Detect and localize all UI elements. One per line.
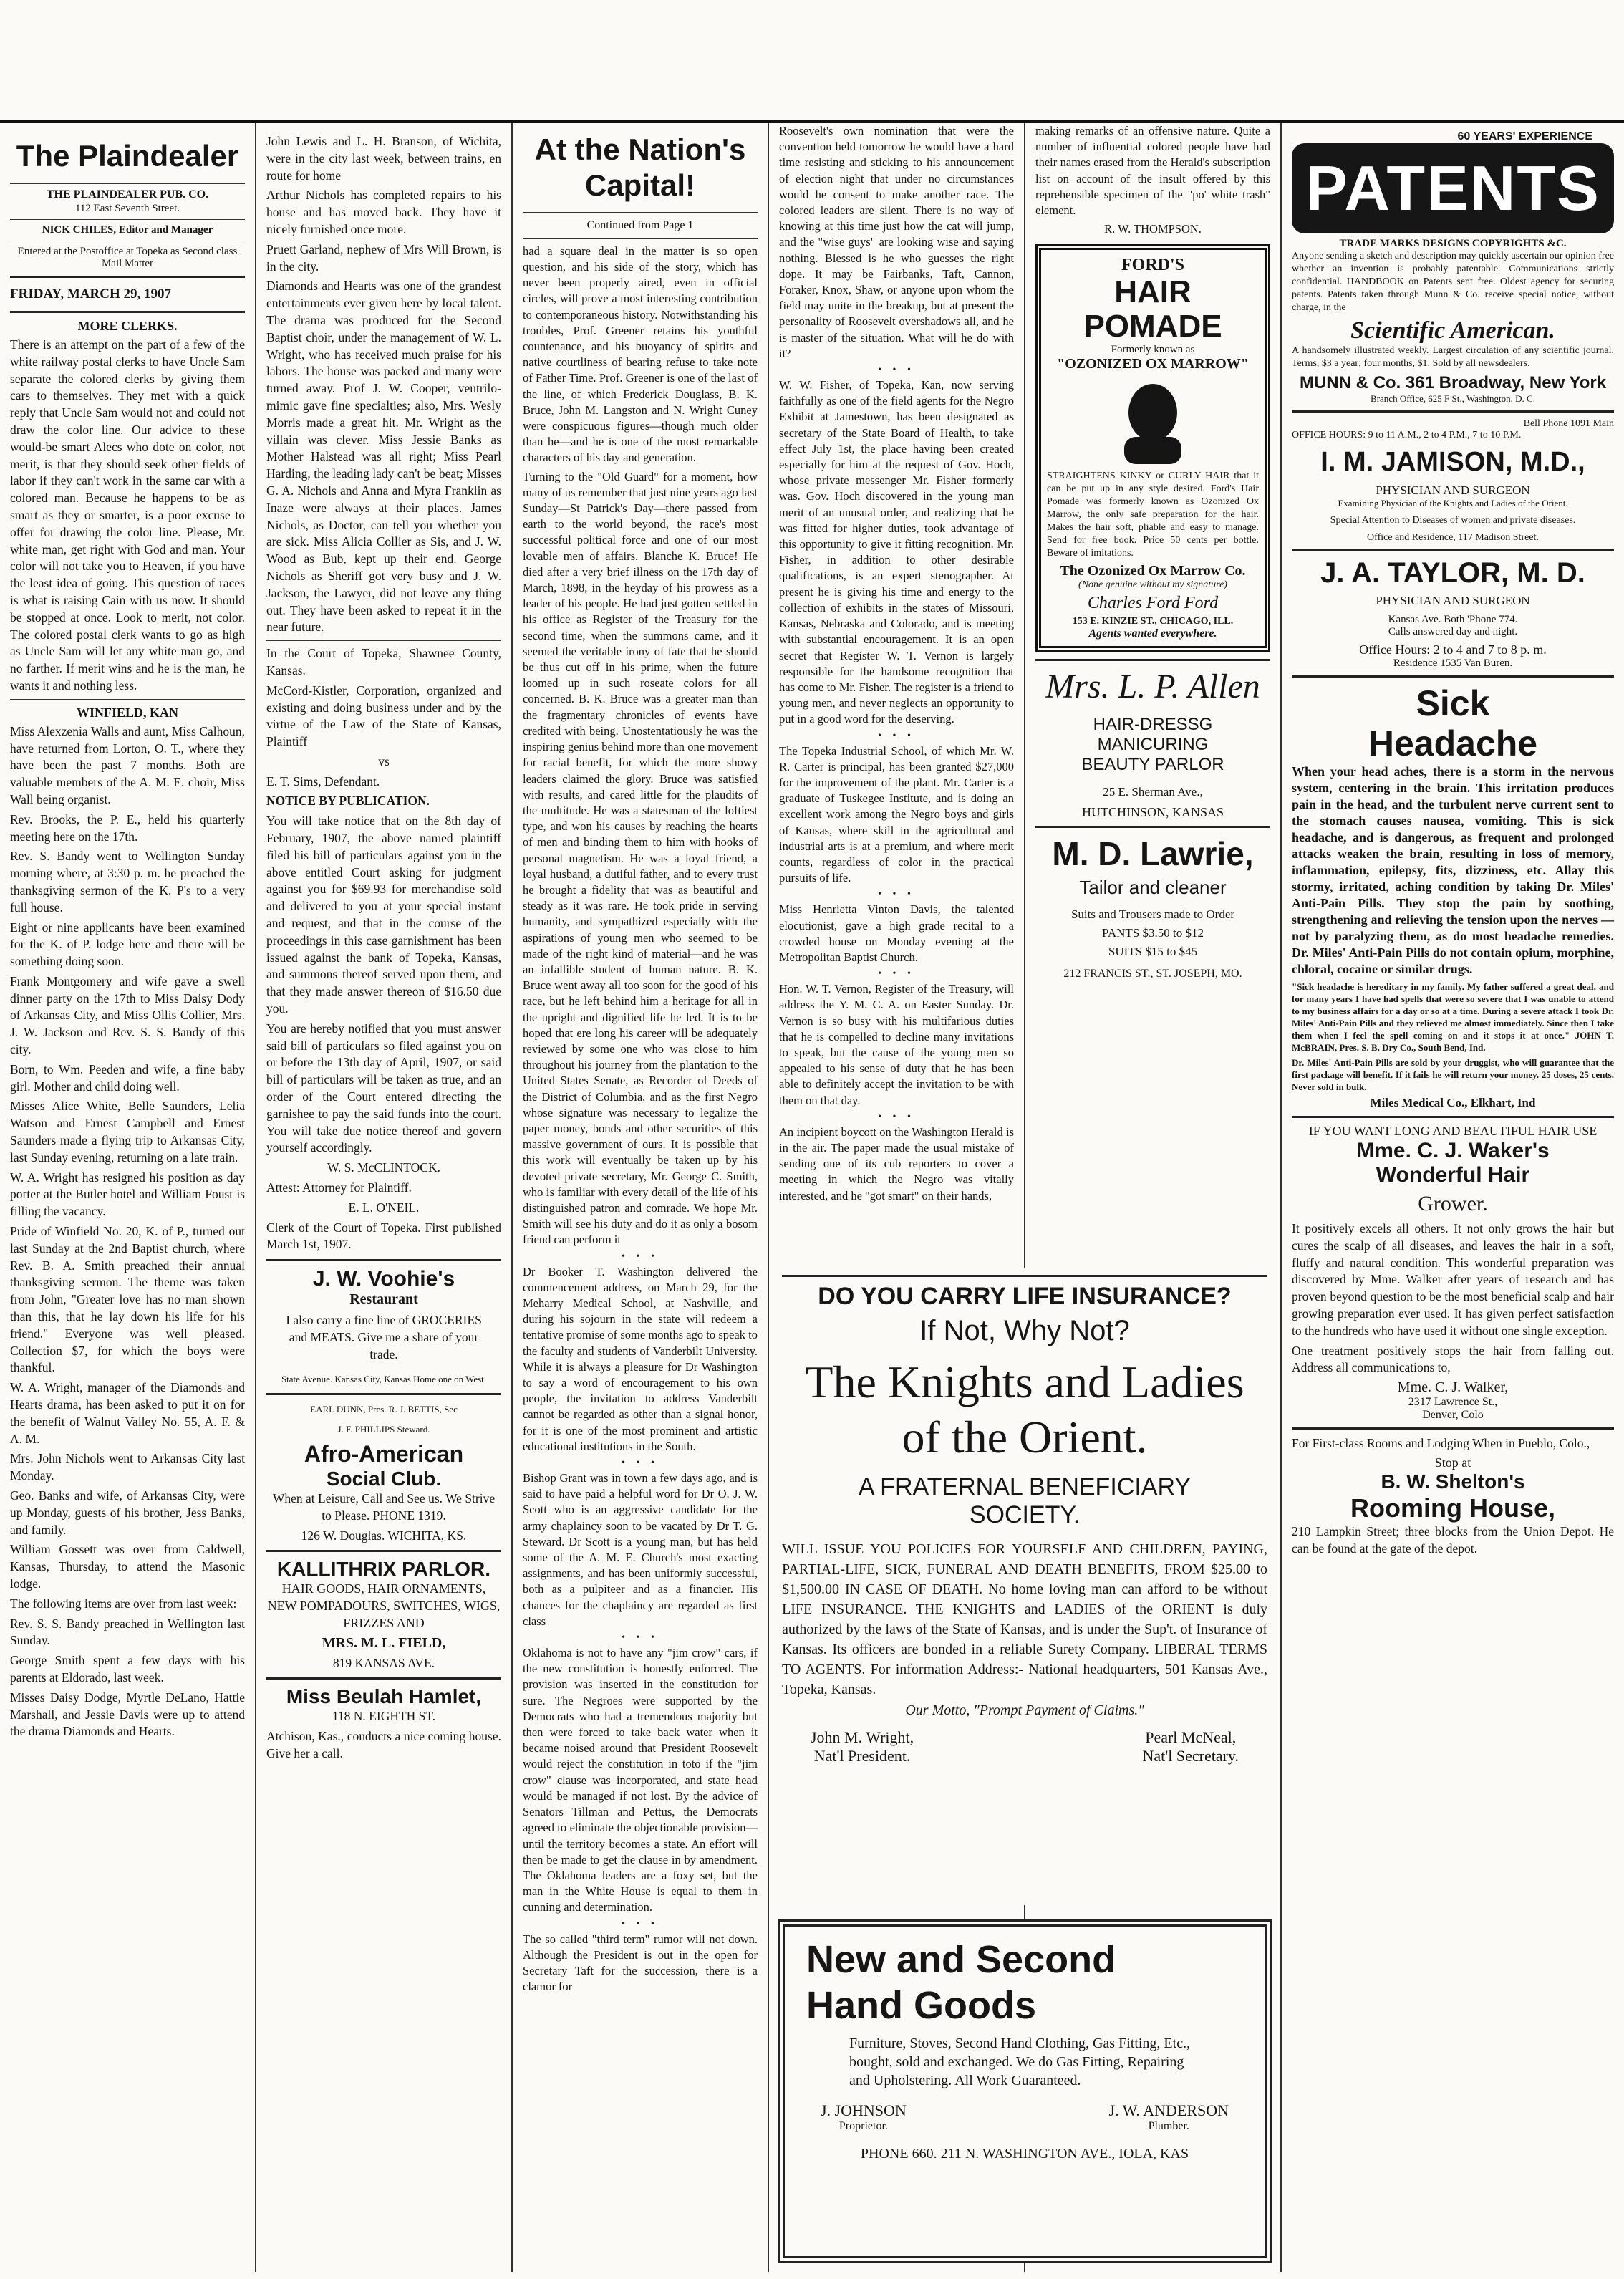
knights-title-2: of the Orient. (902, 1412, 1148, 1463)
taylor-residence: Residence 1535 Van Buren. (1393, 657, 1513, 669)
hamlet-ad (266, 1685, 501, 1762)
knights-title: The Knights and Ladies (805, 1357, 1244, 1407)
legal-notice (266, 645, 501, 1253)
jamison-title: PHYSICIAN AND SURGEON (1376, 483, 1530, 497)
sick-text: When your head aches, there is a storm in the nervous system, centering in the brain. This irritation produces pain in the head, and the turbulent nerve current sent to the stomach causes nausea, vomiting. This is sick headache, and is dangerous, as frequent and prolonged attacks weaken the brain, resulting in loss of memory, inflammation, epilepsy, fits, dizziness, etc. Allay this stormy, irritated, aching condition by taking Dr. Miles' Anti-Pain Pills. They stop the pain by soothing, strengthening and relieving the tension upon the nerves —not by paralyzing them, as do most headache remedies. Dr. Miles' Anti-Pain Pills do not contain opium, morphine, chloral, cocaine or similar drugs. (1292, 764, 1614, 976)
legal-text: You are hereby notified that you must answer said bill of particulars so filed against you on or before the 13th day of April, 1907, or said bill of particulars will be taken as true, and an order of the Court entered directing the garnishee to pay the said funds into the court. You will take due notice thereof and govern yourself accordingly. (266, 1021, 501, 1155)
sick-footnote: Dr. Miles' Anti-Pain Pills are sold by your druggist, who will guarantee that the first package will benefit. If it fails he will return your money. 25 doses, 25 cents. Never sold in bulk. (1292, 1057, 1614, 1092)
restaurant-address: State Avenue. Kansas City, Kansas Home one on West. (281, 1373, 487, 1384)
club-subtitle: Social Club. (326, 1467, 442, 1490)
munn-address: MUNN & Co. 361 Broadway, New York (1299, 373, 1607, 392)
pomade-signature: Charles Ford Ford (1087, 594, 1219, 613)
jamison-address: Office and Residence, 117 Madison Street. (1367, 532, 1539, 543)
goods-text: Furniture, Stoves, Second Hand Clothing, Gas Fitting, Etc., bought, sold and exchanged. We do Gas Fitting, Repairing and Upholstering. All Work Guaranteed. (849, 2035, 1191, 2088)
kallithrix-name: MRS. M. L. FIELD, (322, 1634, 446, 1651)
kallithrix-ad (266, 1558, 501, 1672)
allen-line: HAIR-DRESSG (1093, 715, 1213, 735)
news-item: The following items are over from last week: (10, 1596, 237, 1611)
goods-address: PHONE 660. 211 N. WASHINGTON AVE., IOLA, KAS (860, 2146, 1189, 2162)
pomade-address: 153 E. KINZIE ST., CHICAGO, ILL. (1072, 616, 1234, 627)
news-item: Pride of Winfield No. 20, K. of P., turned out last Sunday at the 2nd Baptist church, where Rev. B. A. Smith preached their annual thanksgiving sermon. The theme was taken from John, "Greater love has no man shown than this, that he lay down his life for his friend." Everyone was well pleased. Collection $7, for which the boys were thankful. (10, 1224, 245, 1375)
news-item: Rev. Brooks, the P. E., held his quarterly meeting here on the 17th. (10, 811, 245, 844)
hamlet-address: 118 N. EIGHTH ST. (332, 1709, 436, 1724)
jamison-special: Special Attention to Diseases of women and private diseases. (1330, 515, 1576, 526)
article-paragraph: Roosevelt's own nomination that were the convention held tomorrow he would have a hard time resisting and sticking to his announcement of election night that under no circumstances would he consent to make another race. The colored leaders are silent. There is no way of knowing at this time just how the cat will jump, and the "wise guys" are looking wise and saying nothing. Blessed is he who guesses the right dope. It may be Fairbanks, Taft, Cannon, Foraker, Knox, Shaw, or anyone upon whom the field may unite in the breakup, but at present the personality of Roosevelt overshadows all, and he is master of the situation. What will he do with it? (779, 124, 1014, 360)
knights-text: WILL ISSUE YOU POLICIES FOR YOURSELF AND CHILDREN, PAYING, PARTIAL-LIFE, SICK, FUNERAL AND DEATH BENEFITS, FROM $25.00 to $1,500.00 IN CASE OF DEATH. No home loving man can afford to be without LIFE INSURANCE. THE KNIGHTS and LADIES of the ORIENT is duly authorized by the laws of the State of Kansas, and is under the Sup't. of Insurance of Kansas. Its officers are bonded in a reliable Surety Company. LIBERAL TERMS TO AGENTS. For information Address:- National headquarters, 501 Kansas Ave., Topeka, Kansas. (782, 1541, 1267, 1697)
munn-branch: Branch Office, 625 F St., Washington, D. C. (1371, 393, 1535, 404)
article-paragraph: The Topeka Industrial School, of which Mr. W. R. Carter is principal, has been granted $27,000 for the improvement of the plant. Mr. Carter is a graduate of Tuskegee Institute, and is doing an excellent work among the Negro boys and girls of Kansas, where skill in the agricultural and industrial arts is at a premium, and where merit counts, regardless of color in the practical pursuits of life. (779, 743, 1014, 885)
pomade-former-name: "OZONIZED OX MARROW" (1057, 356, 1249, 372)
knights-secretary-title: Nat'l Secretary. (1142, 1746, 1239, 1765)
masthead-title: The Plaindealer (16, 139, 239, 173)
patents-text: Anyone sending a sketch and description may quickly ascertain our opinion free whether an invention is probably patentable. Communications strictly confidential. HANDBOOK on Patents sent free. Oldest agency for securing patents. Patents taken through Munn & Co. receive special notice, without charge, in the (1292, 251, 1614, 313)
news-item: Pruett Garland, nephew of Mrs Will Brown, is in the city. (266, 241, 501, 274)
article-paragraph: The so called "third term" rumor will not down. Although the President is out in the open for Secretary Taft for the succession, there is a clamor for (523, 1932, 758, 1994)
jamison-phone: Bell Phone 1091 Main (1523, 418, 1614, 429)
news-item: Rev. S. S. Bandy preached in Wellington last Sunday. (10, 1616, 245, 1648)
restaurant-subtitle: Restaurant (349, 1291, 418, 1308)
news-item: W. A. Wright has resigned his position as day porter at the Butler hotel and William Foust is filling the vacancy. (10, 1170, 245, 1219)
restaurant-ad (266, 1267, 501, 1387)
article-signature: R. W. THOMPSON. (1104, 222, 1202, 236)
hamlet-title: Miss Beulah Hamlet, (286, 1685, 482, 1708)
jamison-name: I. M. JAMISON, M.D., (1320, 447, 1585, 477)
article-paragraph: Miss Henrietta Vinton Davis, the talented elocutionist, gave a high grade recital to a crowded house on Monday evening at the Metropolitan Baptist Church. (779, 902, 1014, 964)
legal-signature: W. S. McCLINTOCK. (327, 1160, 440, 1175)
knights-motto: Our Motto, "Prompt Payment of Claims." (905, 1702, 1144, 1718)
news-item: Frank Montgomery and wife gave a swell dinner party on the 17th to Miss Daisy Dody of Arkansas City, and Miss Ollis Collier, Mrs. J. W. Jackson and Rev. S. S. Bandy of this city. (10, 973, 245, 1057)
walker-title: Mme. C. J. Waker's (1356, 1139, 1550, 1162)
lawrie-line: SUITS $15 to $45 (1108, 945, 1198, 959)
club-text: When at Leisure, Call and See us. We Strive to Please. PHONE 1319. (272, 1490, 496, 1523)
lawrie-line: PANTS $3.50 to $12 (1101, 926, 1204, 940)
jamison-examining: Examining Physician of the Knights and Ladies of the Orient. (1338, 498, 1568, 509)
article-paragraph: Oklahoma is not to have any "jim crow" cars, if the new constitution is honestly enforced. The provision was inserted in the constitution for sure. The Negroes were supported by the Democrats who had a tremendous majority but then were forced to take back water when it became noised around that President Roosevelt would reject the constitution in toto if the "jim crow" clause was incorporated, and state head would be managed if not lost. By the advice of Senators Tillman and Pettus, the Democrats agreed to eliminate the objectionable provision—until the territory becomes a state. An effort will then be made to get the clause in by amendment. The Oklahoma leaders are a foxy set, but the man in the White House is equal to them in cunning and determination. (523, 1646, 758, 1914)
allen-address: 25 E. Sherman Ave., (1103, 785, 1203, 799)
article-paragraph: Dr Booker T. Washington delivered the commencement address, on March 29, for the Meharry Medical School, at Nashville, and during his sojourn in the state will redeem a tentative promise of some months ago to speak to the faculty and students of Vanderbilt University. While it is always a pleasure for Dr Washington to say a word of encouragement to his own people, the invitation to address Vanderbilt cannot be regarded as other than a signal honor, for it is one of the most prominent and artistic educational institutions in the South. (523, 1264, 758, 1453)
column-6 (1282, 123, 1624, 2272)
goods-title: New and Second (806, 1938, 1116, 1981)
news-item: Geo. Banks and wife, of Arkansas City, were up Monday, guests of his brother, Jess Banks, and family. (10, 1488, 245, 1537)
legal-clerk: E. L. O'NEIL. (348, 1200, 420, 1215)
news-item: Misses Daisy Dodge, Myrtle DeLano, Hattie Marshall, and Jessie Davis were up to attend the drama Diamonds and Hearts. (10, 1690, 245, 1739)
allen-title: Mrs. L. P. Allen (1045, 668, 1260, 706)
sciam-text: A handsomely illustrated weekly. Largest circulation of any scientific journal. Terms, $3 a year; four months, $1. Sold by all newsdealers. (1292, 345, 1614, 369)
legal-attest: Attest: Attorney for Plaintiff. (266, 1180, 412, 1195)
article-heading: MORE CLERKS. (77, 319, 178, 333)
club-address: 126 W. Douglas. WICHITA, KS. (301, 1528, 467, 1543)
patents-tm: TRADE MARKS DESIGNS COPYRIGHTS &C. (1339, 238, 1567, 249)
legal-clerk-note: Clerk of the Court of Topeka. First published March 1st, 1907. (266, 1220, 501, 1252)
allen-ad (1035, 667, 1270, 820)
pomade-formerly: Formerly known as (1111, 344, 1195, 356)
pomade-note: (None genuine without my signature) (1078, 579, 1227, 591)
knights-ad (769, 1268, 1280, 1905)
legal-heading: NOTICE BY PUBLICATION. (266, 794, 430, 809)
kallithrix-address: 819 KANSAS AVE. (332, 1655, 435, 1670)
column-5 (1025, 123, 1280, 1269)
news-item: Mrs. John Nichols went to Arkansas City last Monday. (10, 1451, 245, 1483)
goods-ad (778, 1919, 1272, 2263)
walker-name: Mme. C. J. Walker, (1397, 1379, 1509, 1396)
legal-vs: vs (378, 753, 390, 768)
news-item: W. A. Wright, manager of the Diamonds and Hearts drama, has been asked to put it on for the benefit of Walnut Valley No. 55, A. F. & A. M. (10, 1380, 245, 1446)
article-paragraph: making remarks of an offensive nature. Quite a number of influential colored people have had their names erased from the Herald's subscription list on account of the insult offered by this reprehensible specimen of the "po' white trash" element. (1035, 124, 1270, 218)
news-item: William Gossett was over from Caldwell, Kansas, Thursday, to attend the Masonic lodge. (10, 1542, 245, 1591)
goods-title-2: Hand Goods (806, 1984, 1036, 2027)
news-item: Born, to Wm. Peeden and wife, a fine baby girl. Mother and child doing well. (10, 1061, 245, 1094)
walker-grower: Grower. (1418, 1192, 1488, 1215)
allen-line: BEAUTY PARLOR (1081, 755, 1224, 775)
publisher-address: 112 East Seventh Street. (74, 203, 180, 214)
knights-sub: A FRATERNAL BENEFICIARY (858, 1473, 1192, 1500)
kallithrix-title: KALLITHRIX PARLOR. (276, 1558, 491, 1581)
taylor-title: PHYSICIAN AND SURGEON (1376, 594, 1530, 607)
article-paragraph: Hon. W. T. Vernon, Register of the Treasury, will address the Y. M. C. A. on Easter Sunday. Dr. Vernon is so busy with his multifarious duties that he is compelled to decline many invitations to speak, but the cause of the young men so appealed to his sense of duty that he has been able to definitely accept the invitation to be with them on that day. (779, 982, 1014, 1107)
pomade-agents: Agents wanted everywhere. (1088, 627, 1217, 640)
knights-president-title: Nat'l President. (813, 1746, 911, 1765)
goods-proprietor: J. JOHNSON (821, 2101, 907, 2119)
shelton-house: Rooming House, (1350, 1493, 1555, 1523)
pomade-brand: FORD'S (1121, 256, 1184, 275)
news-item: Misses Alice White, Belle Saunders, Lelia Watson and Ernest Campbell and Ernest Saunders made a flying trip to Arkansas City, last Sunday evening, returning on a late train. (10, 1099, 245, 1165)
article-paragraph: Turning to the "Old Guard" for a moment, how many of us remember that just nine years ago last Sunday—St Patrick's Day—there passed from earth to the world beyond, the race's most successful political force and one of our most lovable men of affairs. Blanche K. Bruce! He died after a very brief illness on the 17th day of March, 1898, in the heyday of his prowess as a leader of his people. He had just gotten settled in his office as Register of the Treasury for the second time, when the summons came, and it seemed the veritable irony of fate that he should be thus cut off in his prime, when the future loomed up in such roseate colors for all concerned. B. K. Bruce was a greater man than the fragmentary chronicles of events have credited with being. Unostentatiously he was the inspiring genius behind more than one movement for racial benefit, for which the more showy leaders claimed the glory. Bruce was satisfied with results, and cared little for the plaudits of the multitude. He was a statesman of the loftiest type, and won his causes by reaching the hearts of men and binding them to him with hooks of personal magnetism. He was a loyal friend, a loyal husband, a dutiful father, and to every trust he brought a fidelity that was as beautiful and steady as it was rare. He took pride in serving humanity, and sympathized especially with the aspirations of young men who seemed to be made of the right kind of material—and he was an infallible student of human nature. B. K. Bruce went away all too soon for the good of his race, but he left behind him a heritage for all in the upright and dignified life he led. It is to be hoped that ere long his career will be adequately reviewed by some one who was close to him throughout his journey from the plantation to the United States Senate, as Recorder of Deeds of the District of Columbia, and as the first Negro whose signature was necessary to legalize the paper money, bonds and other securities of this massive government of ours. It is possible that this work will eventually be taken up by his devoted private secretary, Mr. George C. Smith, who is familiar with every detail of the life of his distinguished patron and comrade. We hope Mr. Smith will see his duty and do it as only a bosom friend can perform it (523, 469, 758, 1247)
continued-note: Continued from Page 1 (586, 219, 694, 231)
column-3: At the Nation's Capital! Continued from Page 1 had a square deal in the matter is so open question, and his side of the story, which has never been properly aired, even in official circles, will prove a most interesting contribution to contemporaneous history. Notwithstanding his troubles, Prof. Greener retains his youthful countenance, and his buoyancy of spirits and native courtliness of bearing refuse to take note of Father Time. Prof. Greener is one of the last of the line, of which Frederick Douglass, B. K. Bruce, John M. Langston and N. Wright Cuney were conspicuous figures—though much older than he—and he is one of the most remarkable characters of his day and generation. Turning to the "Old Guard" for a moment, how many of us remember that just nine years ago last Sunday—St Patrick's Day—there passed from earth to the world beyond, the race's most successful political force and one of our most lovable men of affairs. Blanche K. Bruce! He died after a very brief illness on the 17th day of March, 1898, in the heyday of his prowess as a leader of his people. He had just gotten settled in his office as Register of the Treasury for the second time, when the summons came, and it seemed the veritable irony of fate that he should be thus cut off in his prime, when the future loomed up in such roseate colors for all concerned. B. K. Bruce was a greater man than the fragmentary chronicles of events have credited with being. Unostentatiously he was the inspiring genius behind more than one movement for racial benefit, for which the more showy leaders claimed the glory. Bruce was satisfied with results, and cared little for the plaudits of the multitude. He was a statesman of the loftiest type, and won his causes by reaching the hearts of men and binding them to him with hooks of personal magnetism. He was a loyal friend, a loyal husband, a dutiful father, and to every trust he brought a fidelity that was as beautiful and steady as it was rare. He took pride in serving humanity, and sympathized especially with the aspirations of young men who seemed to be made of the right kind of material—and he was an infallible student of human nature. B. K. Bruce went away all too soon for the good of his race, but he left behind him a heritage for all in the upright and dignified life he led. It is to be hoped that ere long his career will be adequately reviewed by some one who was close to him throughout his journey from the plantation to the United States Senate, as Recorder of Deeds of the District of Columbia, and as the first Negro whose signature was necessary to legalize the paper money, bonds and other securities of this massive government of ours. It is possible that this work will eventually be taken up by his devoted private secretary, Mr. George C. Smith, who is familiar with every detail of the life of his distinguished patron and comrade. We hope Mr. Smith will see his duty and do it as only a bosom friend can perform it • • • Dr Booker T. Washington delivered the commencement address, on March 29, for the Meharry Medical School, at Nashville, and during his sojourn in the state will redeem a tentative promise of some months ago to speak to the faculty and students of Vanderbilt University. While it is always a pleasure for Dr Washington to say a word of encouragement to his own people, the invitation to address Vanderbilt cannot be regarded as other than a signal honor, for it is one of the most prominent and artistic educational institutions in the South. • • • Bishop Grant was in town a few days ago, and is said to have paid a helpful word for Dr O. J. W. Scott who is an aggressive candidate for the army chaplaincy soon to be vacated by Dr T. G. Steward. Dr Scott is a young man, but has held some of the A. M. E. Church's most exacting assignments, and has been uniformly successful, both as a pulpiteer and as a financier. His chances for the chaplaincy are regarded as first class • • • Oklahoma is not to have any "jim crow" cars, if the new constitution is honestly enforced. The provision was inserted in the constitution for sure. The Negroes were supported by the Democrats who had a tremendous majority but then were forced to take back water when it became noised around that President Roosevelt would reject the constitution in toto if the "jim crow" clause was incorporated, and state head would be managed if not lost. By the advice of Senators Tillman and Pettus, the Democrats agreed to eliminate the objectionable provision—until the territory becomes a state. An effort will then be made to get the clause in by amendment. The Oklahoma leaders are a foxy set, but the man in the White House is equal to them in cunning and determination. • • • The so called "third term" rumor will not down. Although the President is out in the open for Secretary Taft for the succession, there is a clamor for (513, 123, 768, 2272)
taylor-calls: Calls answered day and night. (1388, 626, 1518, 637)
lawrie-subtitle: Tailor and cleaner (1079, 877, 1227, 899)
goods-plumber-title: Plumber. (1148, 2120, 1189, 2132)
sciam-title: Scientific American. (1350, 317, 1555, 344)
publisher: THE PLAINDEALER PUB. CO. (46, 188, 209, 201)
knights-question-2: If Not, Why Not? (919, 1315, 1130, 1346)
restaurant-title: J. W. Voohie's (312, 1267, 455, 1291)
goods-proprietor-title: Proprietor. (838, 2120, 888, 2132)
article-paragraph: There is an attempt on the part of a few of the white railway postal clerks to have Uncle Sam separate the colored clerks by giving them cars to themselves. They met with a quick reply that Uncle Sam would not and could not draw the color line. Our advice to these would-be smart Alecs who dote on color, not merit, is that they should seek other fields of labor if they can't work in the same car with a colored man. Because he happens to be as smart as they or smarter, is a poor excuse to offer for drawing the color line. Please, Mr. white man, get right with God and man. Your color will not take you to Heaven, if you have the least idea of going. This question of races is what is raising Cain with us now. It should be stopped at once. Look to merit, not color. The colored postal clerk wants to go as high as Uncle Sam will let any white man go, and no farther. If merit wins and he is the man, he wants it and nothing less. (10, 337, 245, 693)
column-4: Roosevelt's own nomination that were the convention held tomorrow he would have a hard time resisting and sticking to his announcement of election night that under no circumstances would he consent to make another race. The colored leaders are silent. There is no way of knowing at this time just how the cat will jump, and the "wise guys" are looking wise and saying nothing. Blessed is he who guesses the right dope. It may be Fairbanks, Taft, Cannon, Foraker, Knox, Shaw, or anyone upon whom the field may unite in the breakup, but at present the personality of Roosevelt overshadows all, and he is master of the situation. What will he do with it? • • • W. W. Fisher, of Topeka, Kan, now serving faithfully as one of the field agents for the Negro Exhibit at Jamestown, has been designated as secretary of the State Board of Health, to take effect July 1st, the place having been created especially for him at the request of Gov. Hoch, whose private messenger Mr. Fisher formerly was. Gov. Hoch discovered in the young man merit of an unusual order, and realizing that he was fitted for higher duties, took advantage of this opportunity to give it fitting recognition. Mr. Fisher, in addition to other desirable qualifications, is an expert stenographer. At present he is giving his time and energy to the collection of exhibits in the states of Missouri, Kansas, Nebraska and Colorado, and is meeting with substantial encouragement. It is an open secret that Register W. T. Vernon is largely responsible for the handsome recognition that has come to Mr. Fisher. The register is a friend to young men, and never neglects an opportunity to put in a good word for the deserving. • • • The Topeka Industrial School, of which Mr. W. R. Carter is principal, has been granted $27,000 for the improvement of the plant. Mr. Carter is a graduate of Tuskegee Institute, and is doing an excellent work among the Negro boys and girls of Kansas, where skill in the agricultural and industrial arts is at a premium, and where merit counts, regardless of color in the practical pursuits of life. • • • Miss Henrietta Vinton Davis, the talented elocutionist, gave a high grade recital to a crowded house on Monday evening at the Metropolitan Baptist Church. • • • Hon. W. T. Vernon, Register of the Treasury, will address the Y. M. C. A. on Easter Sunday. Dr. Vernon is so busy with his multifarious duties that he is compelled to decline many invitations to speak, but the cause of the young men so appealed to his sense of duty that he has been able to definitely accept the invitation to be with them on that day. • • • An incipient boycott on the Washington Herald is in the air. The paper made the usual mistake of sending one of its cub reporters to cover a meeting in which the Negro was vitally interested, and he "got smart" on their hands, (769, 123, 1024, 1269)
legal-defendant: E. T. Sims, Defendant. (266, 774, 380, 789)
walker-text-2: One treatment positively stops the hair from falling out. Address all communications to, (1292, 1343, 1614, 1375)
club-officers: EARL DUNN, Pres. R. J. BETTIS, Sec (310, 1404, 458, 1415)
legal-court: In the Court of Topeka, Shawnee County, Kansas. (266, 646, 501, 678)
walker-subtitle: Wonderful Hair (1376, 1163, 1530, 1187)
restaurant-text: I also carry a fine line of GROCERIES and MEATS. Give me a share of your trade. (286, 1313, 482, 1362)
article-paragraph: Bishop Grant was in town a few days ago, and is said to have paid a helpful word for Dr O. J. W. Scott who is an aggressive candidate for the army chaplaincy soon to be vacated by Dr T. G. Steward. Dr Scott is a young man, but has held some of the A. M. E. Church's most exacting assignments, and has been uniformly successful, both as a pulpiteer and as a financier. His chances for the chaplaincy are regarded as first class (523, 1471, 758, 1628)
knights-question: DO YOU CARRY LIFE INSURANCE? (818, 1283, 1232, 1310)
legal-text: You will take notice that on the 8th day of February, 1907, the above named plaintiff filed his bill of particulars against you in the above entitled Court asking for judgment against you for $69.93 for merchandise sold and delivered to you at your special instant and request, and that in the course of the proceedings in this case garnishment has been issued against the bank of Topeka, Kansas, and summons thereof served upon them, and that they made answer thereon of $16.50 due you. (266, 814, 501, 1016)
column-1 (0, 123, 255, 2272)
jamison-hours: OFFICE HOURS: 9 to 11 A.M., 2 to 4 P.M., 7 to 10 P.M. (1292, 430, 1522, 440)
news-item: Rev. S. Bandy went to Wellington Sunday morning where, at 3:30 p. m. he preached the thanksgiving sermon of the K. P's to a very full house. (10, 849, 245, 915)
walker-question: IF YOU WANT LONG AND BEAUTIFUL HAIR USE (1308, 1124, 1598, 1138)
news-item: Diamonds and Hearts was one of the grandest entertainments ever given here by local talent. The drama was produced for the Second Baptist choir, under the management of W. L. Wright, who has received much praise for his labors. The house was packed and many were turned away. Prof J. W. Cooper, ventrilo-mimic gave fine specialties; also, Mrs. Wesly Morris made a great hit. Mr. Wright as the villain was clever. Miss Jessie Banks as Mother Halstead was all right; Miss Pearl Harding, the leading lady can't be beat; Misses G. A. Nichols and Anna and Myra Franklin as Inaze were always at their places. James Nichols, as Doctor, can tell you whether you are sick. Miss Alicia Collier as Sis, and J. W. Wood as Bub, kept up their end. George Nichols as Sheriff got very busy and J. W. Jackson, the Lawyer, did not leave any thing out. They have been asked to repeat it in the near future. (266, 279, 501, 635)
shelton-intro: For First-class Rooms and Lodging When in Pueblo, Colo., (1292, 1436, 1590, 1451)
article-paragraph: had a square deal in the matter is so open question, and his side of the story, which has never been properly aired, even in official circles, will prove a most interesting contribution to contemporaneous history. Notwithstanding his troubles, Prof. Greener retains his youthful countenance, and his buoyancy of spirits and native courtliness of bearing refuse to take note of Father Time. Prof. Greener is one of the last of the line, of which Frederick Douglass, B. K. Bruce, John M. Langston and N. Wright Cuney were conspicuous figures—though much older than he—and he is one of the most remarkable characters of his day and generation. (523, 244, 758, 465)
headache-title: Headache (1368, 723, 1538, 763)
lawrie-line: Suits and Trousers made to Order (1070, 907, 1235, 922)
knights-president: John M. Wright, (811, 1728, 914, 1746)
article-title: At the Nation's Capital! (534, 132, 746, 202)
editor: NICK CHILES, Editor and Manager (42, 224, 213, 236)
club-title: Afro-American (304, 1440, 464, 1467)
pomade-ad (1035, 244, 1270, 652)
pomade-title: HAIR POMADE (1083, 274, 1222, 344)
article-heading: WINFIELD, KAN (76, 705, 178, 720)
sick-title: Sick (1416, 683, 1490, 723)
legal-plaintiff: McCord-Kistler, Corporation, organized and existing and doing business under and by the virtue of the Law of the State of Kansas, Plaintiff (266, 683, 501, 749)
lawrie-ad (1035, 834, 1270, 980)
news-item: Miss Alexzenia Walls and aunt, Miss Calhoun, have returned from Lorton, O. T., where they have been the past 7 months. Both are valuable members of the A. M. E. choir, Miss Wall being organist. (10, 723, 245, 806)
club-steward: J. F. PHILLIPS Steward. (337, 1424, 430, 1435)
news-item: George Smith spent a few days with his parents at Eldorado, last week. (10, 1653, 245, 1685)
patents-banner: PATENTS (1292, 143, 1614, 233)
portrait-image (1047, 378, 1259, 464)
patents-years: 60 YEARS' EXPERIENCE (1457, 130, 1592, 143)
knights-sub-2: SOCIETY. (969, 1501, 1081, 1528)
taylor-name: J. A. TAYLOR, M. D. (1320, 557, 1585, 589)
news-item: Eight or nine applicants have been examined for the K. of P. lodge here and there will be something doing soon. (10, 920, 245, 969)
walker-address: 2317 Lawrence St., (1408, 1396, 1498, 1409)
lawrie-title: M. D. Lawrie, (1052, 835, 1254, 873)
kallithrix-text: HAIR GOODS, HAIR ORNAMENTS, NEW POMPADOURS, SWITCHES, WIGS, FRIZZES AND (267, 1581, 501, 1630)
news-item: Arthur Nichols has completed repairs to his house and has moved back. They have it nicely furnished once more. (266, 188, 501, 236)
social-club-ad (266, 1401, 501, 1544)
article-paragraph: W. W. Fisher, of Topeka, Kan, now serving faithfully as one of the field agents for the Negro Exhibit at Jamestown, has been designated as secretary of the State Board of Health, to take effect July 1st, the place having been created especially for him at the request of Gov. Hoch, whose private messenger Mr. Fisher formerly was. Gov. Hoch discovered in the young man merit of an unusual order, and realizing that he was fitted for higher duties, took advantage of this opportunity to give it fitting recognition. Mr. Fisher, in addition to other desirable qualifications, is an expert stenographer. At present he is giving his time and energy to the collection of exhibits in the states of Missouri, Kansas, Nebraska and Colorado, and is meeting with substantial encouragement. It is an open secret that Register W. T. Vernon is largely responsible for the handsome recognition that has come to Mr. Fisher. The register is a friend to young men, and never neglects an opportunity to put in a good word for the deserving. (779, 378, 1014, 726)
hamlet-text: Atchison, Kas., conducts a nice coming house. Give her a call. (266, 1729, 501, 1760)
sick-quote: "Sick headache is hereditary in my family. My father suffered a great deal, and for many years I have had spells that were so severe that I was unable to attend to my business affairs for a day or so at a time. During a severe attack I took Dr. Miles' Anti-Pain Pills and they relieved me almost immediately. Since then I take them when I feel the spell coming on and it stops it at once." JOHN T. McBRAIN, Pres. S. B. Dry Co., South Bend, Ind. (1292, 981, 1614, 1053)
miles-company: Miles Medical Co., Elkhart, Ind (1370, 1096, 1536, 1109)
shelton-stop: Stop at (1434, 1455, 1471, 1470)
taylor-hours: Office Hours: 2 to 4 and 7 to 8 p. m. (1359, 642, 1547, 657)
article-paragraph: An incipient boycott on the Washington Herald is in the air. The paper made the usual mistake of sending one of its cub reporters to cover a meeting in which the Negro was vitally interested, and he "got smart" on their hands, (779, 1124, 1014, 1203)
issue-date: FRIDAY, MARCH 29, 1907 (10, 286, 172, 302)
lawrie-address: 212 FRANCIS ST., ST. JOSEPH, MO. (1063, 968, 1242, 980)
allen-city: HUTCHINSON, KANSAS (1081, 805, 1224, 820)
knights-secretary: Pearl McNeal, (1145, 1728, 1237, 1746)
postal-entry: Entered at the Postoffice at Topeka as Second class Mail Matter (17, 246, 238, 269)
allen-line: MANICURING (1097, 735, 1209, 755)
goods-plumber: J. W. ANDERSON (1108, 2101, 1229, 2119)
taylor-address: Kansas Ave. Both 'Phone 774. (1388, 614, 1518, 625)
news-item: John Lewis and L. H. Branson, of Wichita, were in the city last week, between trains, en route for home (266, 134, 501, 183)
shelton-address: 210 Lampkin Street; three blocks from the Union Depot. He can be found at the gate of the depot. (1292, 1523, 1614, 1556)
walker-city: Denver, Colo (1422, 1409, 1484, 1422)
pomade-company: The Ozonized Ox Marrow Co. (1060, 563, 1246, 579)
column-2 (256, 123, 511, 2272)
walker-text: It positively excels all others. It not only grows the hair but cures the scalp of all diseases, and leaves the hair in a soft, fluffy and natural condition. This wonderful preparation was discovered by Mme. Walker after years of research and has proven beyond question to be the most beneficial scalp and hair growing preparation ever used. It has given perfect satisfaction to the hundreds who have used it without one single exception. (1292, 1221, 1614, 1338)
pomade-text: STRAIGHTENS KINKY or CURLY HAIR that it can be put up in any style desired. Ford's Hair Pomade was formerly known as Ozonized Ox Marrow, the only safe preparation for the hair. Makes the hair soft, pliable and easy to manage. Send for free book. Price 50 cents per bottle. Beware of imitations. (1047, 471, 1259, 559)
shelton-name: B. W. Shelton's (1381, 1470, 1525, 1493)
